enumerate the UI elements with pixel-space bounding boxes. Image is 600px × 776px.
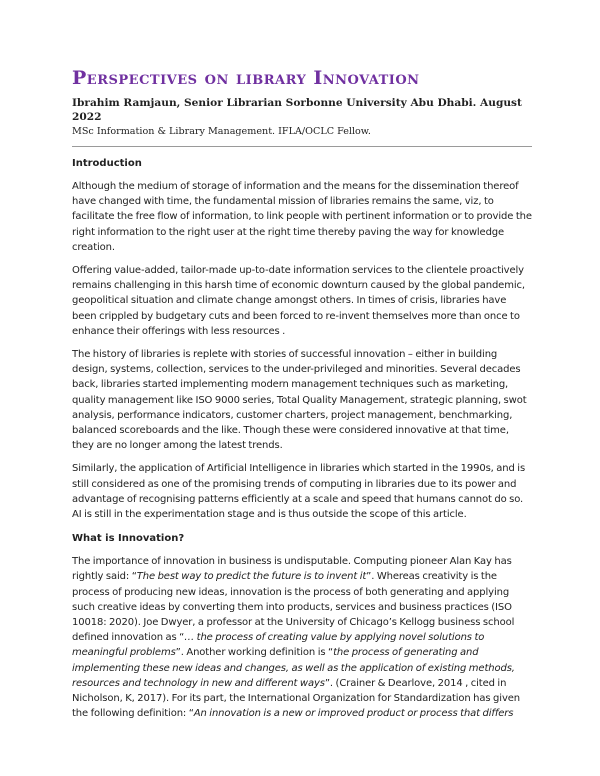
quote-iso: An innovation is a new or improved product or process that differs [193,708,514,720]
innovation-paragraph-1 [72,554,532,721]
quote-definition: the process of generating and implementing these new ideas and changes, as well as the application of existing methods, resources and technology in new and different ways [72,647,515,689]
text-run: ”. Whereas creativity is the process of producing new ideas, innovation is the process of both generating and applying such creative ideas by converting them into products, services and business practices (ISO 10018: 2020). Joe Dwyer, a professor at the University of Chicago’s Kellogg business school defined innovation as “ [72,571,515,644]
intro-paragraph-3: The history of libraries is replete with stories of successful innovation – either in building design, systems, collection, services to the under-privileged and minorities. Several decades back, libraries started implementing modern management techniques such as marketing, quality management like ISO 9000 series, Total Quality Management, strategic planning, swot analysis, performance indicators, customer charters, project management, benchmarking, balanced scoreboards and the like. Though these were considered innovative at that time, they are no longer among the latest trends. [72,349,527,452]
quote-alan-kay: The best way to predict the future is to invent it [136,571,367,583]
intro-paragraph-1: Although the medium of storage of information and the means for the dissemination thereof have changed with time, the fundamental mission of libraries remains the same, viz, to facilitate the free flow of information, to link people with pertinent information or to provide the right information to the right user at the right time thereby paving the way for knowledge creation. [72,181,532,253]
article-title: Perspectives on library Innovation [72,67,420,89]
text-run: The importance of innovation in business is undisputable. Computing pioneer Alan Kay has rightly said: “ [72,556,512,583]
header-divider [72,146,532,147]
intro-paragraph-2: Offering value-added, tailor-made up-to-date information services to the clientele proactively remains challenging in this harsh time of economic downturn caused by the global pandemic, geopolitical situation and climate change amongst others. In times of crisis, libraries have been crippled by budgetary cuts and been forced to re-invent themselves more than once to enhance their offerings with less resources . [72,265,525,337]
innovation-heading: What is Innovation? [72,533,185,545]
document-page [72,66,532,730]
introduction-heading: Introduction [72,158,142,169]
author-line: Ibrahim Ramjaun, Senior Librarian Sorbonne University Abu Dhabi. August 2022 [72,97,522,123]
intro-paragraph-4: Similarly, the application of Artificial Intelligence in libraries which started in the 1990s, and is still considered as one of the promising trends of computing in libraries due to its power and advantage of recognising patterns efficiently at a scale and speed that humans cannot do so. AI is still in the experimentation stage and is thus outside the scope of this article. [72,463,526,521]
affiliation-line: MSc Information & Library Management. IFLA/OCLC Fellow. [72,126,371,137]
text-run: ”. Another working definition is “ [175,647,334,659]
text-run: ”. (Crainer & Dearlove, 2014 , cited in Nicholson, K, 2017). For its part, the International Organization for Standardization has given the following definition: “ [72,677,520,720]
quote-dwyer: … the process of creating value by applying novel solutions to meaningful problems [72,632,485,659]
